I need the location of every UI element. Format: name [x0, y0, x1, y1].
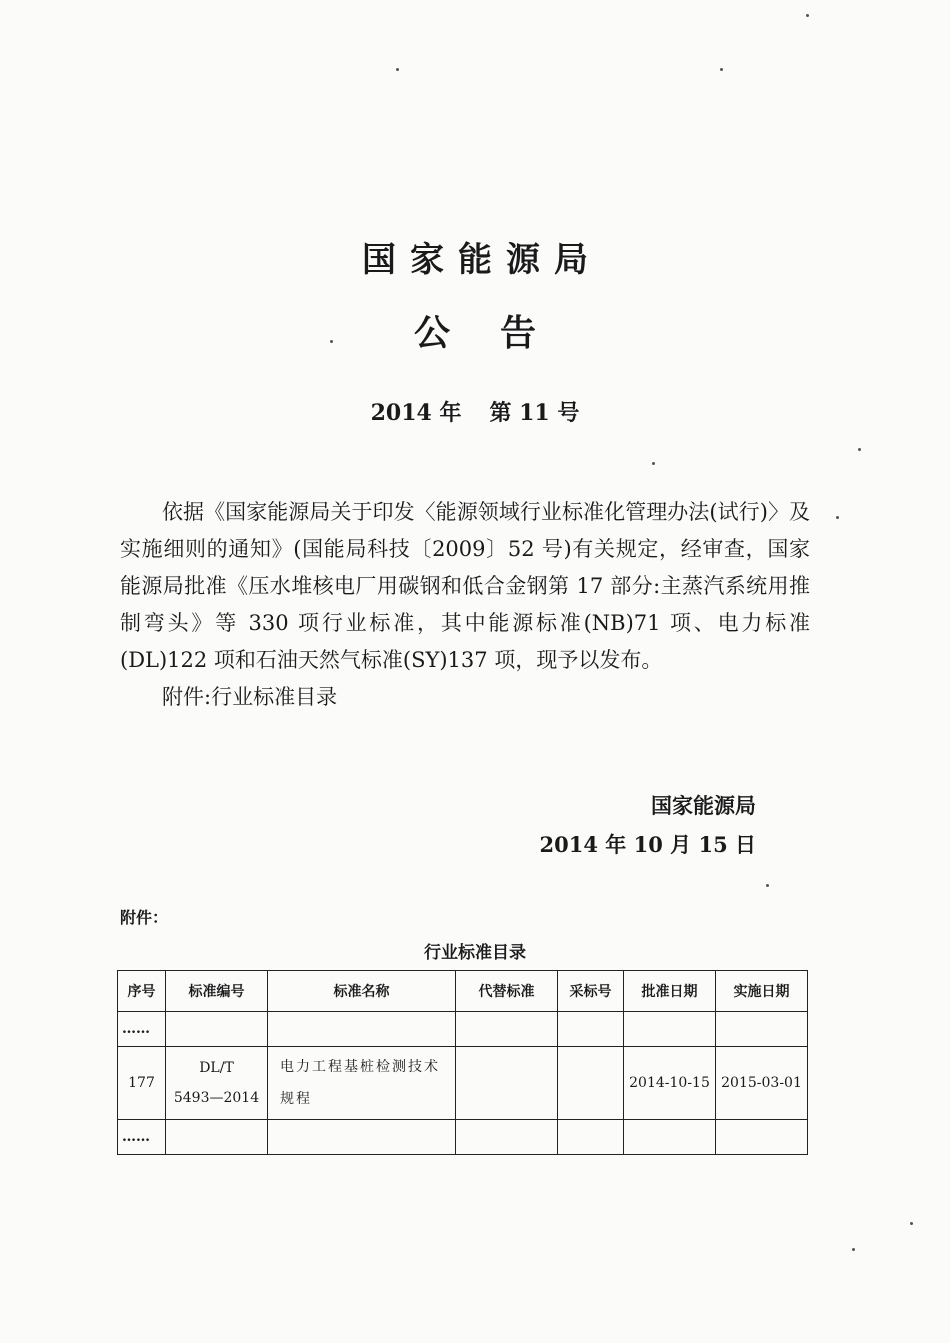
table-row-ellipsis-bottom: [118, 1120, 808, 1155]
row-adopted: [558, 1047, 624, 1120]
row-code-line2: 5493—2014: [173, 1090, 260, 1106]
table-row-ellipsis-top: [118, 1012, 808, 1047]
main-paragraph: 依据《国家能源局关于印发〈能源领域行业标准化管理办法(试行)〉及实施细则的通知》(国能局科技〔2009〕52 号)有关规定，经审查，国家能源局批准《压水堆核电厂用碳钢和低合金钢第 17 部分:主蒸汽系统用推制弯头》等 330 项行业标准，其中能源标准(NB)71 项、电力标准(DL)122 项和石油天然气标准(SY)137 项，现予以发布。: [120, 500, 810, 672]
standards-table: [117, 970, 808, 1155]
attachment-line: 附件:行业标准目录: [162, 685, 338, 709]
scan-speck: [396, 68, 399, 71]
scan-speck: [852, 1248, 855, 1251]
row-code-line1: DL/T: [199, 1060, 234, 1076]
row-name: 电力工程基桩检测技术规程: [268, 1047, 456, 1120]
table-header-row: [118, 971, 808, 1012]
document-type-title: 公告: [413, 313, 586, 354]
announcement-body: [120, 494, 810, 716]
attachment-label: 附件：: [120, 908, 169, 927]
scan-speck: [330, 340, 333, 343]
col-name: 标准名称: [268, 971, 456, 1012]
row-approved: 2014-10-15: [624, 1047, 716, 1120]
issue-no: 第 11 号: [489, 400, 580, 426]
scan-speck: [910, 1222, 913, 1225]
agency-title: 国家能源局: [362, 240, 602, 280]
ellipsis-cell: ……: [118, 1120, 166, 1155]
issue-year: 2014 年: [370, 400, 462, 426]
scan-speck: [652, 462, 655, 465]
row-effective: 2015-03-01: [716, 1047, 808, 1120]
scan-speck: [858, 448, 861, 451]
col-effective: 实施日期: [716, 971, 808, 1012]
signature-date: 2014 年 10 月 15 日: [539, 832, 756, 857]
scan-speck: [836, 516, 839, 519]
signature-org: 国家能源局: [651, 794, 756, 818]
col-code: 标准编号: [166, 971, 268, 1012]
row-code: [166, 1047, 268, 1120]
col-approved: 批准日期: [624, 971, 716, 1012]
col-replaces: 代替标准: [456, 971, 558, 1012]
row-replaces: [456, 1047, 558, 1120]
table-title: 行业标准目录: [424, 943, 526, 963]
col-adopted: 采标号: [558, 971, 624, 1012]
scan-speck: [720, 68, 723, 71]
scan-speck: [766, 884, 769, 887]
scan-speck: [806, 14, 809, 17]
row-seq: 177: [118, 1047, 166, 1120]
ellipsis-cell: ……: [118, 1012, 166, 1047]
col-seq: 序号: [118, 971, 166, 1012]
issue-number: [0, 396, 950, 427]
table-row: [118, 1047, 808, 1120]
